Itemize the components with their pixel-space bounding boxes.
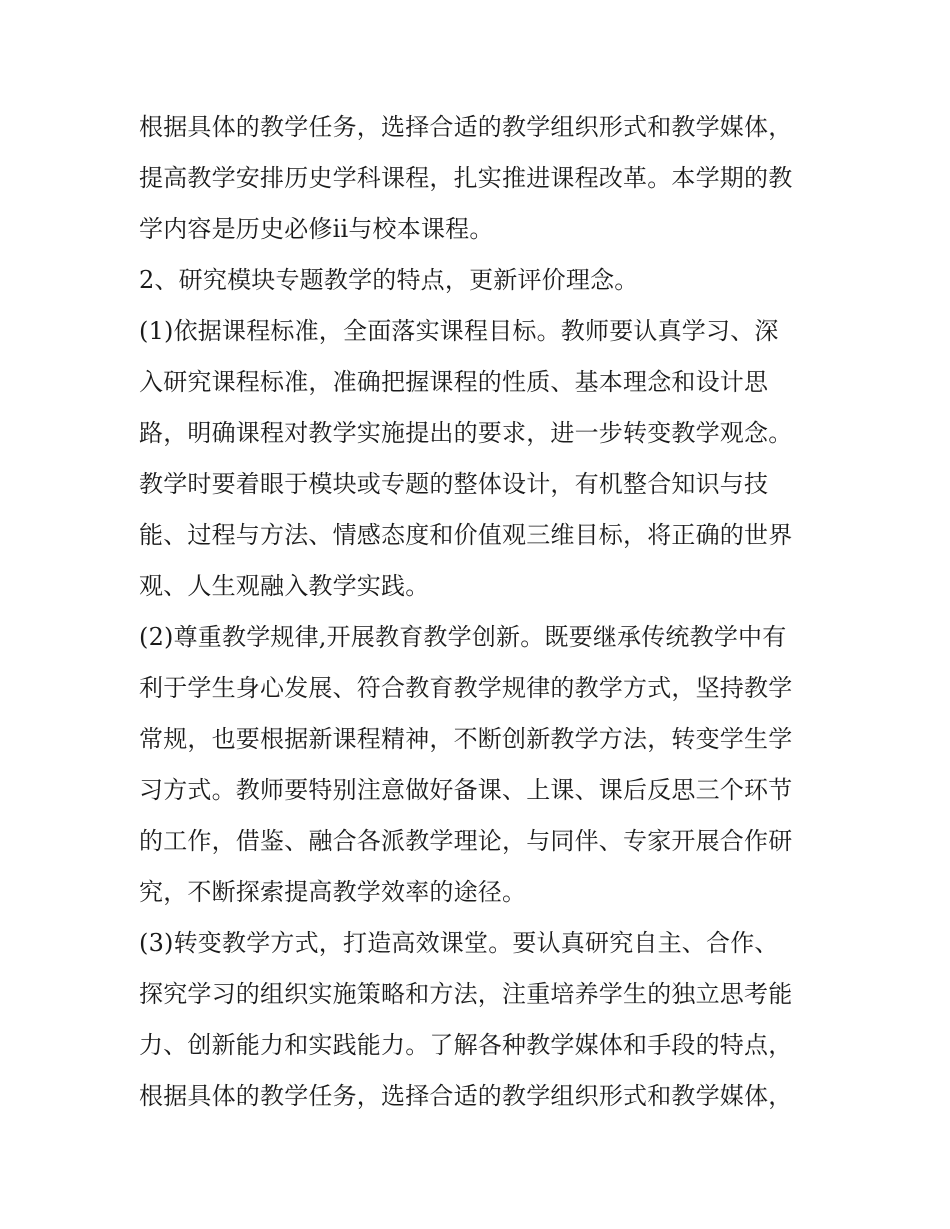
document-body	[139, 102, 829, 1122]
text-line: 学内容是历史必修ii与校本课程。	[139, 215, 494, 243]
text-line: 根据具体的教学任务，选择合适的教学组织形式和教学媒体，	[139, 1082, 793, 1110]
text-line: 提高教学安排历史学科课程，扎实推进课程改革。本学期的教	[139, 164, 793, 192]
text-line: 习方式。教师要特别注意做好备课、上课、课后反思三个环节	[139, 776, 793, 804]
text-line: 观、人生观融入教学实践。	[139, 572, 430, 600]
section-heading: 2、研究模块专题教学的特点，更新评价理念。	[139, 266, 639, 294]
text-line: 的工作，借鉴、融合各派教学理论，与同伴、专家开展合作研	[139, 827, 793, 855]
text-line: 根据具体的教学任务，选择合适的教学组织形式和教学媒体，	[139, 113, 793, 141]
text-line: (2)尊重教学规律,开展教育教学创新。既要继承传统教学中有	[139, 623, 787, 651]
text-line: 教学时要着眼于模块或专题的整体设计，有机整合知识与技	[139, 470, 769, 498]
text-line: 探究学习的组织实施策略和方法，注重培养学生的独立思考能	[139, 980, 793, 1008]
text-line: 常规，也要根据新课程精神，不断创新教学方法，转变学生学	[139, 725, 793, 753]
text-line: (1)依据课程标准，全面落实课程目标。教师要认真学习、深	[139, 317, 779, 345]
text-line: 入研究课程标准，准确把握课程的性质、基本理念和设计思	[139, 368, 769, 396]
text-line: 力、创新能力和实践能力。了解各种教学媒体和手段的特点，	[139, 1031, 793, 1059]
text-line: 究，不断探索提高教学效率的途径。	[139, 878, 527, 906]
text-line: (3)转变教学方式，打造高效课堂。要认真研究自主、合作、	[139, 929, 779, 957]
text-line: 能、过程与方法、情感态度和价值观三维目标，将正确的世界	[139, 521, 793, 549]
text-line: 路，明确课程对教学实施提出的要求，进一步转变教学观念。	[139, 419, 793, 447]
text-line: 利于学生身心发展、符合教育教学规律的教学方式，坚持教学	[139, 674, 793, 702]
